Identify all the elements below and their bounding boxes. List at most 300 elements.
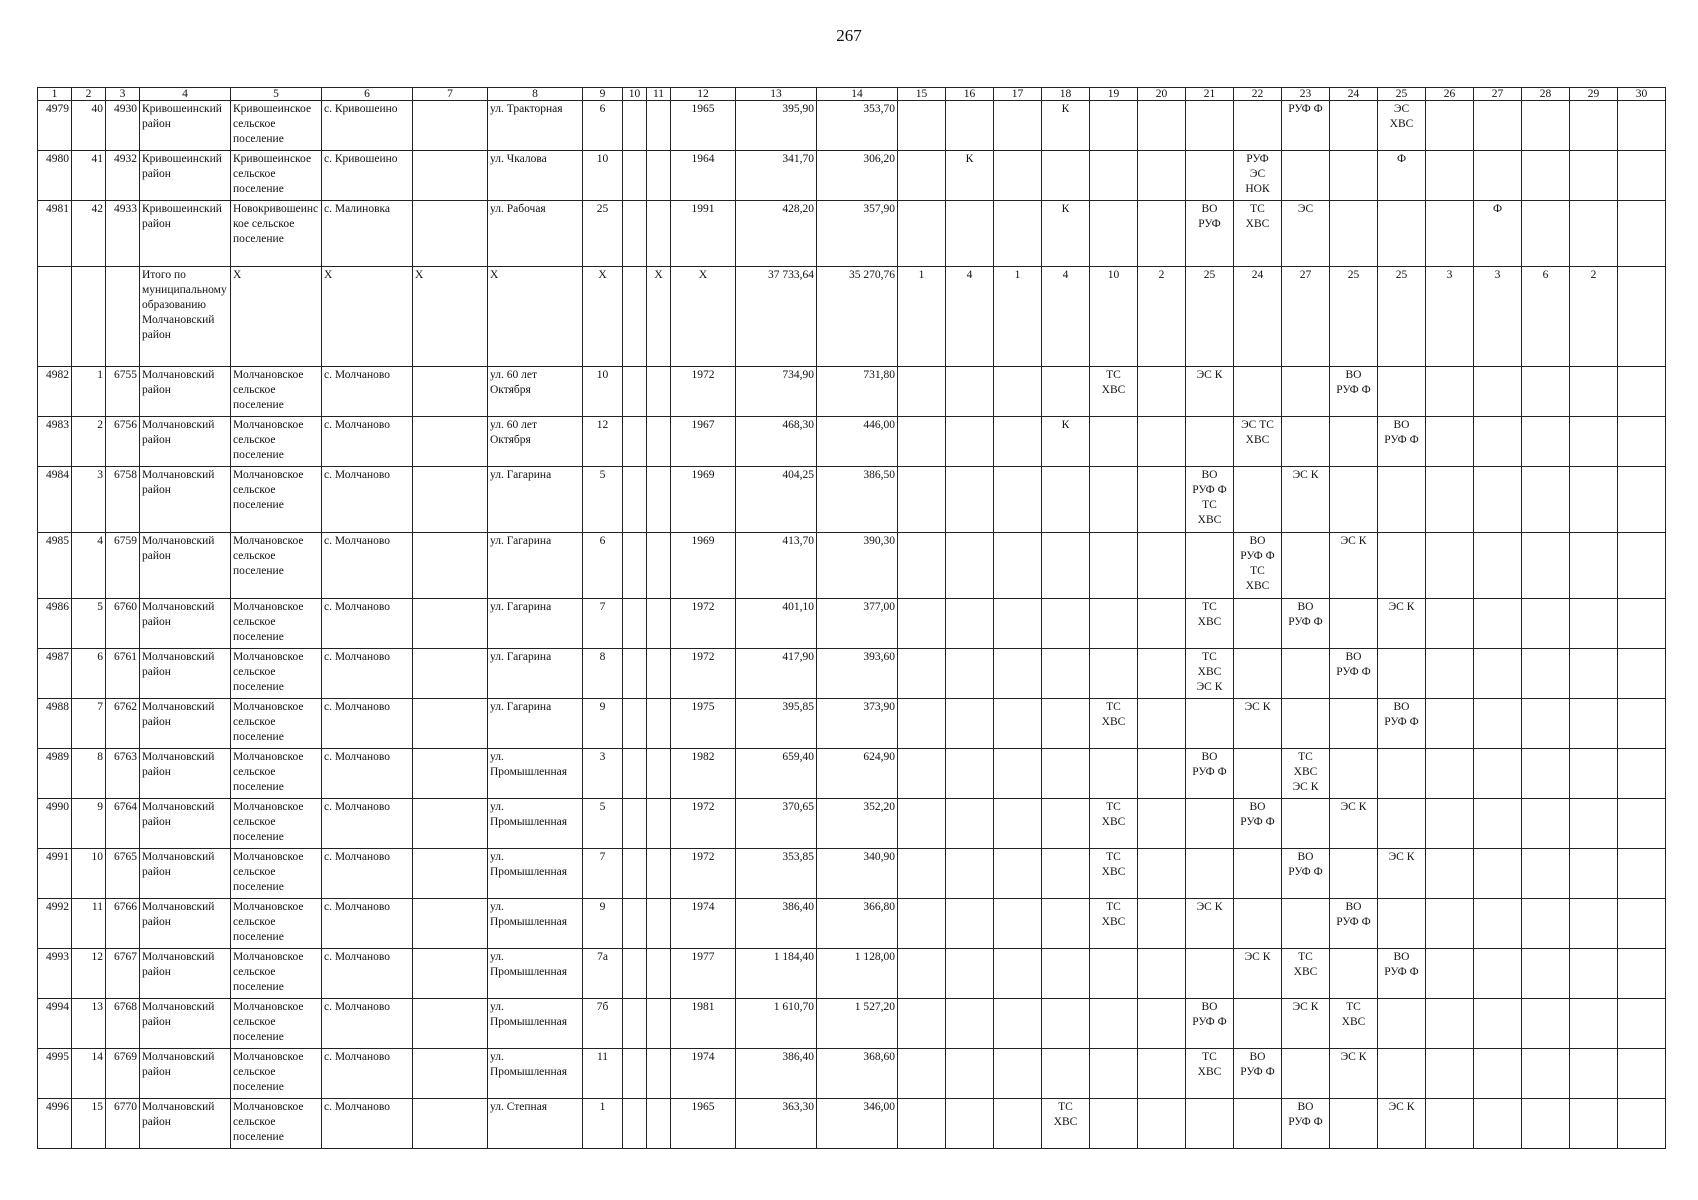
cell-work-col-24	[1330, 849, 1378, 899]
cell-col-10	[623, 201, 647, 267]
cell-object-code: 4932	[106, 151, 140, 201]
cell-work-col-25	[1378, 367, 1426, 417]
cell-locality: с. Молчаново	[322, 749, 413, 799]
cell-district: Молчановский район	[140, 749, 231, 799]
cell-work-col-18: 4	[1042, 267, 1090, 367]
cell-local-number: 5	[72, 599, 106, 649]
cell-work-col-24	[1330, 467, 1378, 533]
cell-row-id: 4982	[38, 367, 72, 417]
cell-work-col-23: ВО РУФ Ф	[1282, 599, 1330, 649]
cell-work-col-30	[1618, 999, 1666, 1049]
column-header-12: 12	[671, 88, 736, 101]
cell-work-col-20	[1138, 799, 1186, 849]
cell-work-col-28	[1522, 949, 1570, 999]
cell-total-area: 468,30	[736, 417, 817, 467]
cell-living-area: 393,60	[817, 649, 898, 699]
cell-col-7: Х	[413, 267, 488, 367]
cell-row-id: 4989	[38, 749, 72, 799]
column-header-10: 10	[623, 88, 647, 101]
column-header-24: 24	[1330, 88, 1378, 101]
cell-work-col-20	[1138, 899, 1186, 949]
cell-col-10	[623, 467, 647, 533]
cell-work-col-22	[1234, 367, 1282, 417]
cell-street: ул. Гагарина	[488, 467, 583, 533]
cell-work-col-28	[1522, 749, 1570, 799]
cell-locality: с. Молчаново	[322, 949, 413, 999]
cell-settlement: Молчановское сельское поселение	[231, 699, 322, 749]
cell-house-number: 9	[583, 699, 623, 749]
page-number: 267	[836, 26, 862, 45]
cell-street: ул. Промышленная	[488, 949, 583, 999]
cell-col-11	[647, 949, 671, 999]
cell-street: ул. Рабочая	[488, 201, 583, 267]
cell-total-area: 428,20	[736, 201, 817, 267]
cell-house-number: 7а	[583, 949, 623, 999]
cell-work-col-15	[898, 749, 946, 799]
cell-work-col-21: ТС ХВС	[1186, 599, 1234, 649]
cell-work-col-27	[1474, 599, 1522, 649]
cell-work-col-18	[1042, 1049, 1090, 1099]
cell-local-number: 9	[72, 799, 106, 849]
cell-total-area: 1 184,40	[736, 949, 817, 999]
cell-work-col-29	[1570, 799, 1618, 849]
cell-col-7	[413, 201, 488, 267]
cell-settlement: Молчановское сельское поселение	[231, 649, 322, 699]
cell-work-col-29	[1570, 999, 1618, 1049]
cell-work-col-24: ЭС К	[1330, 799, 1378, 849]
cell-work-col-24	[1330, 949, 1378, 999]
cell-work-col-18: ТС ХВС	[1042, 1099, 1090, 1149]
cell-house-number: 5	[583, 467, 623, 533]
cell-work-col-16	[946, 101, 994, 151]
cell-year-built: 1974	[671, 1049, 736, 1099]
cell-local-number: 12	[72, 949, 106, 999]
cell-year-built: 1981	[671, 999, 736, 1049]
cell-work-col-21: ВО РУФ	[1186, 201, 1234, 267]
cell-work-col-15	[898, 151, 946, 201]
cell-work-col-23: РУФ Ф	[1282, 101, 1330, 151]
cell-work-col-20	[1138, 1049, 1186, 1099]
cell-locality: с. Молчаново	[322, 467, 413, 533]
cell-house-number: Х	[583, 267, 623, 367]
column-header-17: 17	[994, 88, 1042, 101]
cell-work-col-26	[1426, 533, 1474, 599]
cell-local-number: 15	[72, 1099, 106, 1149]
cell-work-col-15	[898, 999, 946, 1049]
cell-work-col-16	[946, 749, 994, 799]
cell-living-area: 306,20	[817, 151, 898, 201]
cell-work-col-27	[1474, 949, 1522, 999]
cell-year-built: 1964	[671, 151, 736, 201]
cell-work-col-21: ТС ХВС ЭС К	[1186, 649, 1234, 699]
cell-work-col-21	[1186, 101, 1234, 151]
cell-year-built: 1969	[671, 533, 736, 599]
cell-work-col-16	[946, 201, 994, 267]
cell-work-col-20: 2	[1138, 267, 1186, 367]
table-row	[38, 201, 1666, 267]
cell-work-col-29	[1570, 849, 1618, 899]
cell-work-col-25	[1378, 649, 1426, 699]
cell-work-col-29	[1570, 201, 1618, 267]
cell-work-col-26	[1426, 999, 1474, 1049]
cell-work-col-30	[1618, 101, 1666, 151]
cell-row-id: 4991	[38, 849, 72, 899]
cell-object-code: 6767	[106, 949, 140, 999]
cell-work-col-19	[1090, 201, 1138, 267]
cell-district: Молчановский район	[140, 949, 231, 999]
cell-year-built: 1965	[671, 1099, 736, 1149]
cell-work-col-20	[1138, 599, 1186, 649]
cell-district: Молчановский район	[140, 799, 231, 849]
cell-col-7	[413, 101, 488, 151]
cell-work-col-28	[1522, 467, 1570, 533]
cell-work-col-23: ВО РУФ Ф	[1282, 849, 1330, 899]
column-header-4: 4	[140, 88, 231, 101]
cell-work-col-23: ТС ХВС ЭС К	[1282, 749, 1330, 799]
cell-settlement: Молчановское сельское поселение	[231, 599, 322, 649]
cell-work-col-23: 27	[1282, 267, 1330, 367]
cell-work-col-26	[1426, 1099, 1474, 1149]
cell-locality: с. Молчаново	[322, 699, 413, 749]
cell-work-col-29	[1570, 599, 1618, 649]
cell-work-col-15	[898, 899, 946, 949]
cell-work-col-18	[1042, 799, 1090, 849]
cell-object-code: 6756	[106, 417, 140, 467]
cell-work-col-26	[1426, 699, 1474, 749]
cell-settlement: Х	[231, 267, 322, 367]
cell-work-col-28	[1522, 367, 1570, 417]
cell-year-built: 1975	[671, 699, 736, 749]
cell-house-number: 6	[583, 101, 623, 151]
cell-work-col-28	[1522, 151, 1570, 201]
cell-district: Молчановский район	[140, 1049, 231, 1099]
cell-work-col-29	[1570, 699, 1618, 749]
cell-year-built: 1977	[671, 949, 736, 999]
cell-local-number: 40	[72, 101, 106, 151]
cell-house-number: 12	[583, 417, 623, 467]
cell-work-col-30	[1618, 267, 1666, 367]
cell-work-col-16	[946, 849, 994, 899]
cell-district: Молчановский район	[140, 1099, 231, 1149]
cell-work-col-22	[1234, 599, 1282, 649]
cell-total-area: 395,85	[736, 699, 817, 749]
cell-year-built: 1969	[671, 467, 736, 533]
cell-work-col-28	[1522, 799, 1570, 849]
cell-street: ул. 60 лет Октября	[488, 417, 583, 467]
cell-local-number: 41	[72, 151, 106, 201]
cell-living-area: 373,90	[817, 699, 898, 749]
cell-work-col-28	[1522, 599, 1570, 649]
cell-locality: с. Молчаново	[322, 999, 413, 1049]
cell-work-col-30	[1618, 799, 1666, 849]
cell-work-col-24	[1330, 749, 1378, 799]
cell-work-col-25: 25	[1378, 267, 1426, 367]
cell-work-col-22: ВО РУФ Ф	[1234, 1049, 1282, 1099]
cell-work-col-16	[946, 1049, 994, 1099]
cell-work-col-17	[994, 649, 1042, 699]
column-header-2: 2	[72, 88, 106, 101]
cell-total-area: 341,70	[736, 151, 817, 201]
cell-work-col-24	[1330, 101, 1378, 151]
cell-work-col-18	[1042, 949, 1090, 999]
cell-locality: с. Молчаново	[322, 799, 413, 849]
column-header-20: 20	[1138, 88, 1186, 101]
cell-work-col-24	[1330, 151, 1378, 201]
cell-object-code: 6764	[106, 799, 140, 849]
cell-settlement: Новокривошеинское сельское поселение	[231, 201, 322, 267]
cell-total-area: 386,40	[736, 899, 817, 949]
cell-work-col-23	[1282, 417, 1330, 467]
table-row	[38, 899, 1666, 949]
cell-district: Молчановский район	[140, 533, 231, 599]
cell-work-col-19	[1090, 999, 1138, 1049]
cell-work-col-24	[1330, 599, 1378, 649]
cell-work-col-25: ЭС ХВС	[1378, 101, 1426, 151]
cell-local-number: 8	[72, 749, 106, 799]
cell-living-area: 340,90	[817, 849, 898, 899]
cell-col-11	[647, 1099, 671, 1149]
cell-local-number	[72, 267, 106, 367]
cell-row-id: 4987	[38, 649, 72, 699]
cell-locality: с. Молчаново	[322, 533, 413, 599]
cell-work-col-27	[1474, 999, 1522, 1049]
cell-object-code: 6755	[106, 367, 140, 417]
cell-work-col-28	[1522, 899, 1570, 949]
table-row	[38, 367, 1666, 417]
cell-settlement: Молчановское сельское поселение	[231, 417, 322, 467]
cell-work-col-21: 25	[1186, 267, 1234, 367]
cell-work-col-17	[994, 417, 1042, 467]
cell-work-col-19: ТС ХВС	[1090, 799, 1138, 849]
cell-street: ул. Промышленная	[488, 749, 583, 799]
cell-col-7	[413, 467, 488, 533]
cell-work-col-21: ЭС К	[1186, 899, 1234, 949]
cell-work-col-30	[1618, 151, 1666, 201]
column-header-30: 30	[1618, 88, 1666, 101]
cell-work-col-18	[1042, 699, 1090, 749]
cell-work-col-26	[1426, 467, 1474, 533]
cell-work-col-15	[898, 649, 946, 699]
cell-year-built: 1972	[671, 599, 736, 649]
cell-work-col-15	[898, 849, 946, 899]
cell-locality: с. Молчаново	[322, 849, 413, 899]
cell-col-11	[647, 467, 671, 533]
column-header-26: 26	[1426, 88, 1474, 101]
cell-work-col-15	[898, 949, 946, 999]
cell-work-col-21: ВО РУФ Ф ТС ХВС	[1186, 467, 1234, 533]
cell-row-id: 4981	[38, 201, 72, 267]
cell-work-col-20	[1138, 533, 1186, 599]
cell-row-id: 4995	[38, 1049, 72, 1099]
cell-house-number: 6	[583, 533, 623, 599]
cell-settlement: Молчановское сельское поселение	[231, 899, 322, 949]
cell-work-col-17: 1	[994, 267, 1042, 367]
cell-row-id	[38, 267, 72, 367]
cell-work-col-23	[1282, 1049, 1330, 1099]
cell-work-col-29	[1570, 1049, 1618, 1099]
cell-work-col-30	[1618, 949, 1666, 999]
cell-work-col-30	[1618, 899, 1666, 949]
cell-district: Молчановский район	[140, 699, 231, 749]
cell-work-col-26	[1426, 417, 1474, 467]
cell-work-col-20	[1138, 999, 1186, 1049]
table-row	[38, 649, 1666, 699]
cell-street: ул. Чкалова	[488, 151, 583, 201]
cell-settlement: Молчановское сельское поселение	[231, 849, 322, 899]
cell-row-id: 4983	[38, 417, 72, 467]
cell-settlement: Молчановское сельское поселение	[231, 1049, 322, 1099]
cell-work-col-28	[1522, 849, 1570, 899]
cell-work-col-17	[994, 1099, 1042, 1149]
cell-work-col-23: ЭС К	[1282, 999, 1330, 1049]
cell-year-built: 1991	[671, 201, 736, 267]
cell-work-col-19	[1090, 1049, 1138, 1099]
cell-col-11	[647, 101, 671, 151]
cell-settlement: Молчановское сельское поселение	[231, 367, 322, 417]
cell-work-col-21: ВО РУФ Ф	[1186, 749, 1234, 799]
cell-work-col-25: Ф	[1378, 151, 1426, 201]
column-header-5: 5	[231, 88, 322, 101]
cell-local-number: 4	[72, 533, 106, 599]
cell-work-col-28	[1522, 1099, 1570, 1149]
cell-work-col-30	[1618, 649, 1666, 699]
column-header-21: 21	[1186, 88, 1234, 101]
cell-col-11	[647, 599, 671, 649]
column-header-23: 23	[1282, 88, 1330, 101]
cell-work-col-15: 1	[898, 267, 946, 367]
cell-col-11	[647, 1049, 671, 1099]
cell-work-col-20	[1138, 749, 1186, 799]
cell-work-col-29	[1570, 749, 1618, 799]
cell-work-col-18	[1042, 599, 1090, 649]
cell-street: ул. 60 лет Октября	[488, 367, 583, 417]
cell-object-code	[106, 267, 140, 367]
cell-work-col-17	[994, 533, 1042, 599]
cell-living-area: 731,80	[817, 367, 898, 417]
cell-work-col-25: ВО РУФ Ф	[1378, 417, 1426, 467]
cell-col-11	[647, 699, 671, 749]
cell-work-col-16	[946, 949, 994, 999]
cell-col-10	[623, 649, 647, 699]
cell-col-7	[413, 1099, 488, 1149]
table-row	[38, 1049, 1666, 1099]
cell-object-code: 4930	[106, 101, 140, 151]
cell-work-col-23	[1282, 649, 1330, 699]
cell-work-col-19	[1090, 417, 1138, 467]
cell-col-10	[623, 367, 647, 417]
cell-house-number: 9	[583, 899, 623, 949]
cell-work-col-25: ВО РУФ Ф	[1378, 699, 1426, 749]
cell-total-area: 386,40	[736, 1049, 817, 1099]
column-header-29: 29	[1570, 88, 1618, 101]
cell-work-col-27	[1474, 849, 1522, 899]
cell-work-col-25: ЭС К	[1378, 1099, 1426, 1149]
cell-work-col-18: К	[1042, 201, 1090, 267]
cell-year-built: 1972	[671, 367, 736, 417]
cell-work-col-20	[1138, 699, 1186, 749]
cell-local-number: 13	[72, 999, 106, 1049]
cell-object-code: 6763	[106, 749, 140, 799]
column-header-22: 22	[1234, 88, 1282, 101]
cell-work-col-21: ЭС К	[1186, 367, 1234, 417]
cell-street: ул. Промышленная	[488, 849, 583, 899]
cell-col-10	[623, 1049, 647, 1099]
cell-house-number: 10	[583, 151, 623, 201]
cell-work-col-22: ЭС К	[1234, 699, 1282, 749]
cell-work-col-19	[1090, 949, 1138, 999]
cell-work-col-26	[1426, 367, 1474, 417]
table-row	[38, 1099, 1666, 1149]
cell-work-col-24: ЭС К	[1330, 1049, 1378, 1099]
cell-work-col-27	[1474, 649, 1522, 699]
cell-work-col-17	[994, 101, 1042, 151]
cell-district: Кривошеинский район	[140, 201, 231, 267]
cell-work-col-16	[946, 699, 994, 749]
cell-col-7	[413, 899, 488, 949]
cell-work-col-20	[1138, 849, 1186, 899]
column-header-25: 25	[1378, 88, 1426, 101]
cell-street: ул. Степная	[488, 1099, 583, 1149]
cell-work-col-17	[994, 699, 1042, 749]
cell-col-11	[647, 533, 671, 599]
cell-work-col-19	[1090, 101, 1138, 151]
cell-work-col-24: ТС ХВС	[1330, 999, 1378, 1049]
cell-work-col-24	[1330, 417, 1378, 467]
cell-work-col-19	[1090, 467, 1138, 533]
cell-total-area: 395,90	[736, 101, 817, 151]
cell-work-col-30	[1618, 201, 1666, 267]
cell-work-col-18	[1042, 749, 1090, 799]
cell-settlement: Кривошеинское сельское поселение	[231, 151, 322, 201]
cell-living-area: 386,50	[817, 467, 898, 533]
cell-object-code: 6766	[106, 899, 140, 949]
cell-col-10	[623, 267, 647, 367]
cell-local-number: 10	[72, 849, 106, 899]
cell-work-col-28	[1522, 417, 1570, 467]
table-row	[38, 267, 1666, 367]
cell-work-col-15	[898, 1049, 946, 1099]
cell-work-col-18	[1042, 533, 1090, 599]
cell-work-col-23	[1282, 899, 1330, 949]
cell-living-area: 624,90	[817, 749, 898, 799]
cell-col-7	[413, 999, 488, 1049]
cell-row-id: 4993	[38, 949, 72, 999]
cell-col-10	[623, 949, 647, 999]
cell-col-10	[623, 533, 647, 599]
cell-work-col-26	[1426, 649, 1474, 699]
cell-col-7	[413, 849, 488, 899]
cell-col-11	[647, 649, 671, 699]
cell-work-col-27	[1474, 533, 1522, 599]
cell-work-col-28	[1522, 649, 1570, 699]
cell-row-id: 4994	[38, 999, 72, 1049]
cell-work-col-17	[994, 849, 1042, 899]
cell-work-col-30	[1618, 749, 1666, 799]
cell-work-col-25	[1378, 533, 1426, 599]
cell-work-col-25: ВО РУФ Ф	[1378, 949, 1426, 999]
cell-local-number: 42	[72, 201, 106, 267]
cell-work-col-27	[1474, 1099, 1522, 1149]
cell-work-col-22	[1234, 899, 1282, 949]
cell-locality: с. Молчаново	[322, 1099, 413, 1149]
cell-work-col-27	[1474, 1049, 1522, 1099]
column-header-18: 18	[1042, 88, 1090, 101]
cell-settlement: Молчановское сельское поселение	[231, 999, 322, 1049]
cell-house-number: 7	[583, 849, 623, 899]
cell-work-col-30	[1618, 417, 1666, 467]
cell-col-11	[647, 999, 671, 1049]
cell-col-10	[623, 417, 647, 467]
